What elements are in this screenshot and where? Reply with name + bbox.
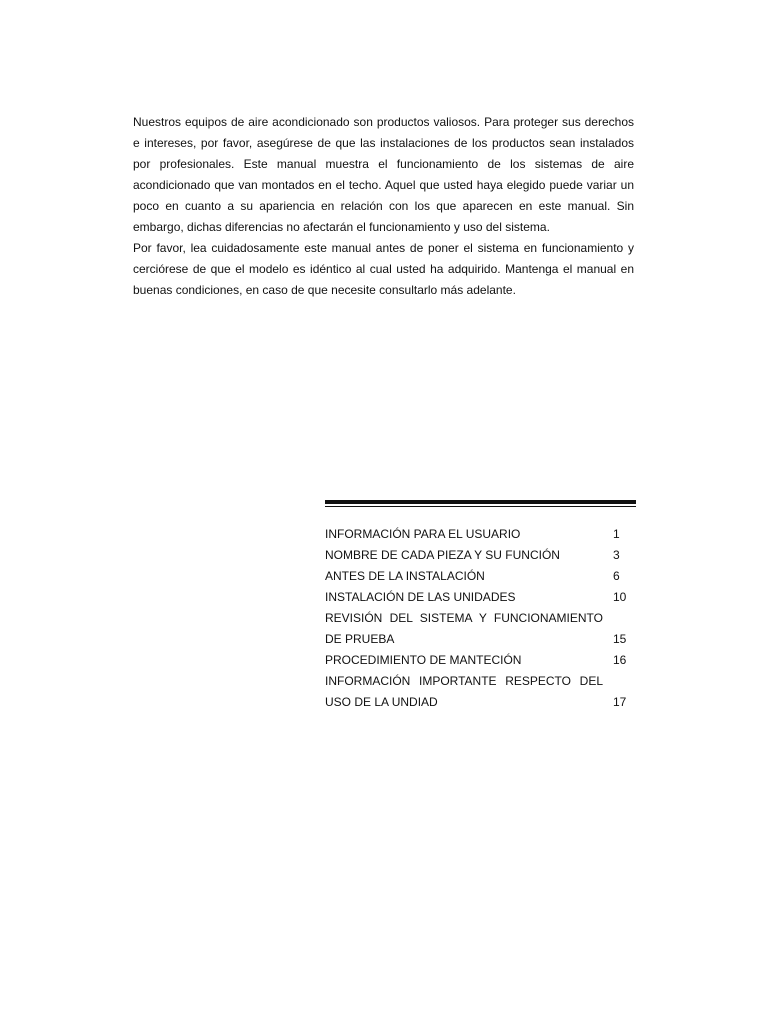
toc-entry-title: INFORMACIÓN PARA EL USUARIO <box>325 527 521 541</box>
toc-entry-title: ANTES DE LA INSTALACIÓN <box>325 569 485 583</box>
toc-entry <box>325 587 636 608</box>
toc-entry-title: NOMBRE DE CADA PIEZA Y SU FUNCIÓN <box>325 548 560 562</box>
toc-entry-page: 1 <box>613 527 620 541</box>
toc-entry-title: INSTALACIÓN DE LAS UNIDADES <box>325 590 516 604</box>
toc-entry <box>325 671 636 713</box>
toc-divider-thick <box>325 500 636 504</box>
table-of-contents <box>325 500 636 713</box>
toc-entry-page: 6 <box>613 569 620 583</box>
toc-entry <box>325 545 636 566</box>
toc-entry <box>325 566 636 587</box>
toc-entry-page: 15 <box>613 632 627 646</box>
toc-entry-title: PROCEDIMIENTO DE MANTECIÓN <box>325 653 522 667</box>
toc-entry-title: REVISIÓN DEL SISTEMA Y FUNCIONAMIENTO DE PRUEBA <box>325 611 603 646</box>
intro-paragraph: Nuestros equipos de aire acondicionado son productos valiosos. Para proteger sus derechos e intereses, por favor, asegúrese de que las instalaciones de los productos sean instalados por profesionales. Este manual muestra el funcionamiento de los sistemas de aire acondicionado que van montados en el techo. Aquel que usted haya elegido puede variar un poco en cuanto a su apariencia en relación con los que aparecen en este manual. Sin embargo, dichas diferencias no afectarán el funcionamiento y uso del sistema. <box>133 115 634 234</box>
intro-paragraph: Por favor, lea cuidadosamente este manual antes de poner el sistema en funcionamiento y cerciórese de que el modelo es idéntico al cual usted ha adquirido. Mantenga el manual en buenas condiciones, en caso de que necesite consultarlo más adelante. <box>133 241 634 297</box>
toc-entry-page: 10 <box>613 590 627 604</box>
toc-entry-title: INFORMACIÓN IMPORTANTE RESPECTO DEL USO DE LA UNDIAD <box>325 674 603 709</box>
toc-divider-thin <box>325 506 636 507</box>
toc-list <box>325 524 636 713</box>
toc-entry-page: 16 <box>613 653 627 667</box>
toc-entry-page: 17 <box>613 695 627 709</box>
intro-text <box>133 112 634 301</box>
toc-entry <box>325 524 636 545</box>
toc-entry <box>325 608 636 650</box>
toc-entry-page: 3 <box>613 548 620 562</box>
toc-entry <box>325 650 636 671</box>
